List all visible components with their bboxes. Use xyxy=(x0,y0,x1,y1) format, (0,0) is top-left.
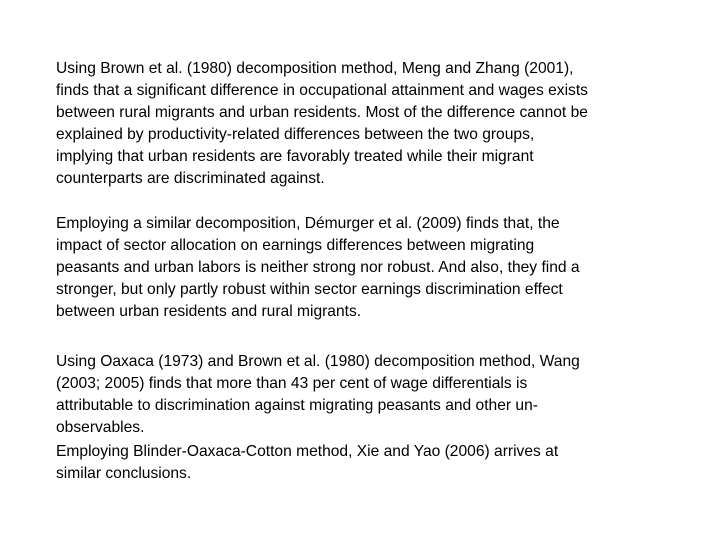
paragraph-xie-yao: Employing Blinder-Oaxaca-Cotton method, Xie and Yao (2006) arrives at similar conclusions. xyxy=(56,443,559,482)
paragraph-demurger: Employing a similar decomposition, Démurger et al. (2009) finds that, the impact of sector allocation on earnings differences between migrating peasants and urban labors is neither strong nor robust. And also, they find a stronger, but only partly robust within sector earnings discrimination effect between urban residents and rural migrants. xyxy=(56,215,580,320)
paragraph-meng-zhang: Using Brown et al. (1980) decomposition method, Meng and Zhang (2001), finds that a significant difference in occupational attainment and wages exists between rural migrants and urban residents. Most of the difference cannot be explained by productivity-related differences between the two groups, implying that urban residents are favorably treated while their migrant counterparts are discriminated against. xyxy=(56,60,588,187)
paragraph-wang: Using Oaxaca (1973) and Brown et al. (1980) decomposition method, Wang (2003; 2005) finds that more than 43 per cent of wage differentials is attributable to discrimination against migrating peasants and other un- observables. xyxy=(56,353,580,436)
